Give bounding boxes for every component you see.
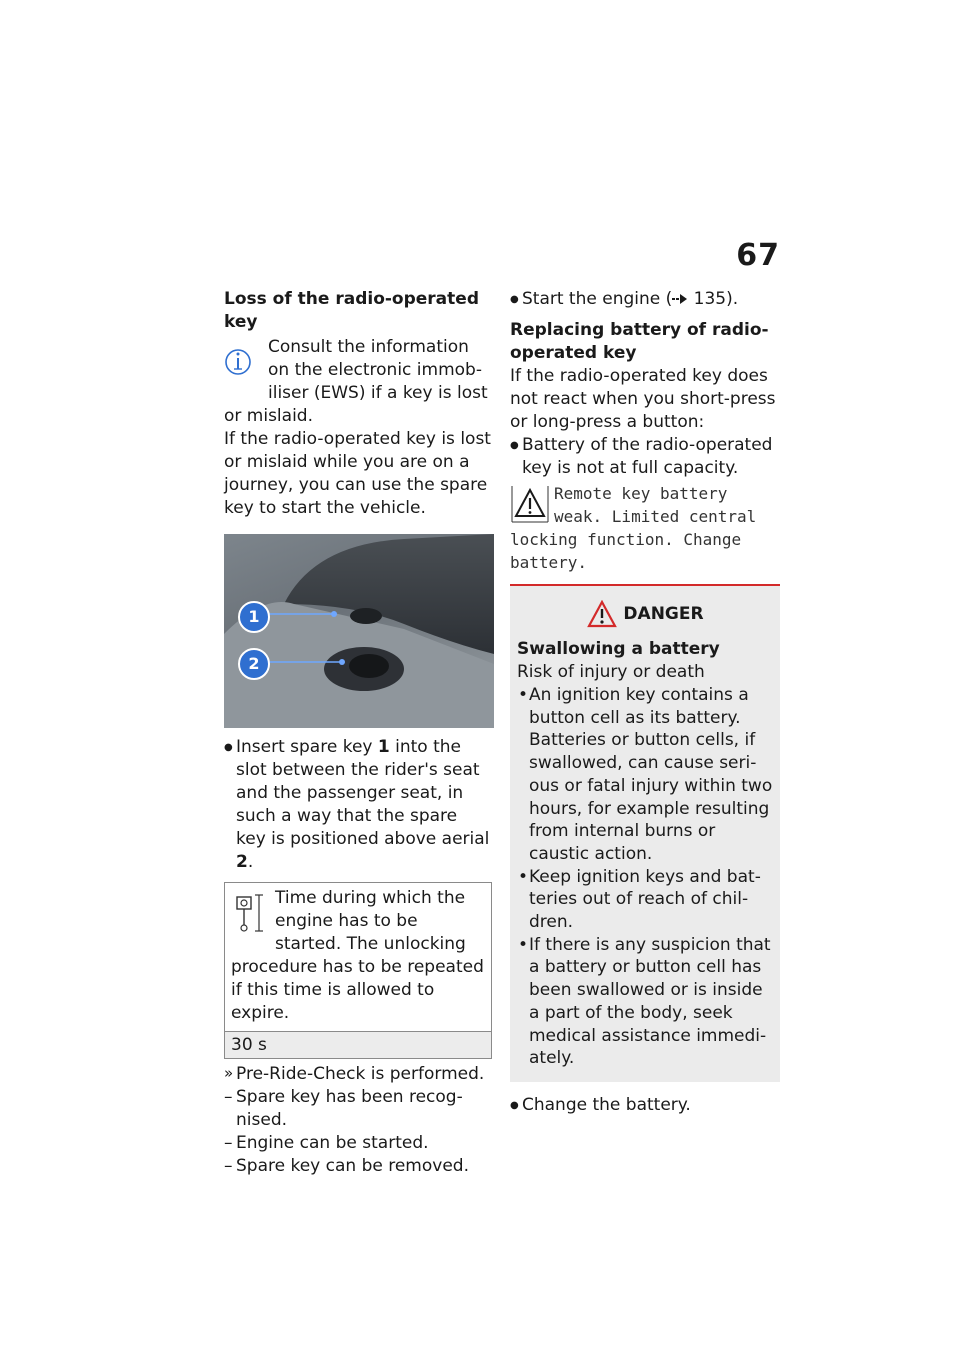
danger-box xyxy=(510,584,780,1082)
danger-body xyxy=(517,638,774,1070)
danger-title: Swallowing a battery xyxy=(517,639,720,659)
spec-description: Time during which the engine has to be started. The unlocking procedure has to be repeated if this time is allowed to expire. xyxy=(231,888,484,1023)
info-icon xyxy=(224,338,262,384)
spec-value: 30 s xyxy=(225,1031,491,1058)
warning-triangle-icon xyxy=(510,484,550,526)
spare-key-photo xyxy=(224,534,494,728)
danger-item: • An ignition key contains a button cell as its battery. Batteries or button cells, if swallowed, can cause serious or fatal injury within two hours, for example resulting from internal burns or caustic action. xyxy=(517,684,774,866)
step-start-engine xyxy=(510,288,780,311)
danger-warning-icon xyxy=(587,600,617,628)
section-heading-lost-key: Loss of the radio-operated key xyxy=(224,289,479,332)
step-change-battery: ● Change the battery. xyxy=(510,1094,780,1117)
step-ref-1: 1 xyxy=(377,737,390,757)
dash-item: – Spare key has been recognised. xyxy=(224,1086,492,1132)
lost-key-paragraph: If the radio-operated key is lost or mislaid while you are on a journey, you can use the spare key to start the vehicle. xyxy=(224,429,491,518)
step-text-a: Insert spare key xyxy=(236,737,378,757)
start-text-b: 135). xyxy=(688,289,739,309)
spec-box xyxy=(224,882,492,1059)
danger-header xyxy=(517,600,774,628)
section-heading-replace-battery: Replacing battery of radio-operated key xyxy=(510,320,769,363)
dash-item: – Engine can be started. xyxy=(224,1132,492,1155)
left-column xyxy=(224,288,492,1178)
page-number: 67 xyxy=(736,238,780,273)
photo-callout-2: 2 xyxy=(238,648,270,680)
step-text-e: . xyxy=(247,852,254,872)
right-column xyxy=(510,288,780,1117)
dash-item: – Spare key can be removed. xyxy=(224,1155,492,1178)
replace-battery-paragraph: If the radio-operated key does not react when you short-press or long-press a button: xyxy=(510,366,776,432)
danger-item: • If there is any suspicion that a battery or button cell has been swallowed or is inside a part of the body, seek medical assistance immediately. xyxy=(517,934,774,1070)
battery-bullet: ● Battery of the radio-operated key is not at full capacity. xyxy=(510,434,780,480)
start-text-a: Start the engine ( xyxy=(522,289,673,309)
danger-item: • Keep ignition keys and batteries out of reach of children. xyxy=(517,866,774,934)
display-message-text: Remote key battery weak. Limited central locking function. Change battery. xyxy=(510,484,757,572)
danger-subtitle: Risk of injury or death xyxy=(517,662,705,682)
engine-spec-icon xyxy=(231,891,269,935)
danger-label: DANGER xyxy=(623,604,704,624)
info-note xyxy=(224,334,492,428)
display-message xyxy=(510,482,780,574)
photo-callout-1: 1 xyxy=(238,601,270,633)
arrow-right-icon xyxy=(672,293,688,305)
step-text-c: into the slot between the rider's seat and the passenger seat, in such a way that the spare key is positioned above aerial xyxy=(236,737,490,849)
step-insert-spare-key xyxy=(224,736,492,874)
info-text: Consult the information on the electronic immobiliser (EWS) if a key is lost or mislaid. xyxy=(224,337,488,426)
seat-illustration xyxy=(224,534,494,728)
result-line: » Pre-Ride-Check is performed. xyxy=(224,1063,492,1086)
spec-text-area xyxy=(225,883,491,1031)
step-ref-2: 2 xyxy=(236,852,248,872)
